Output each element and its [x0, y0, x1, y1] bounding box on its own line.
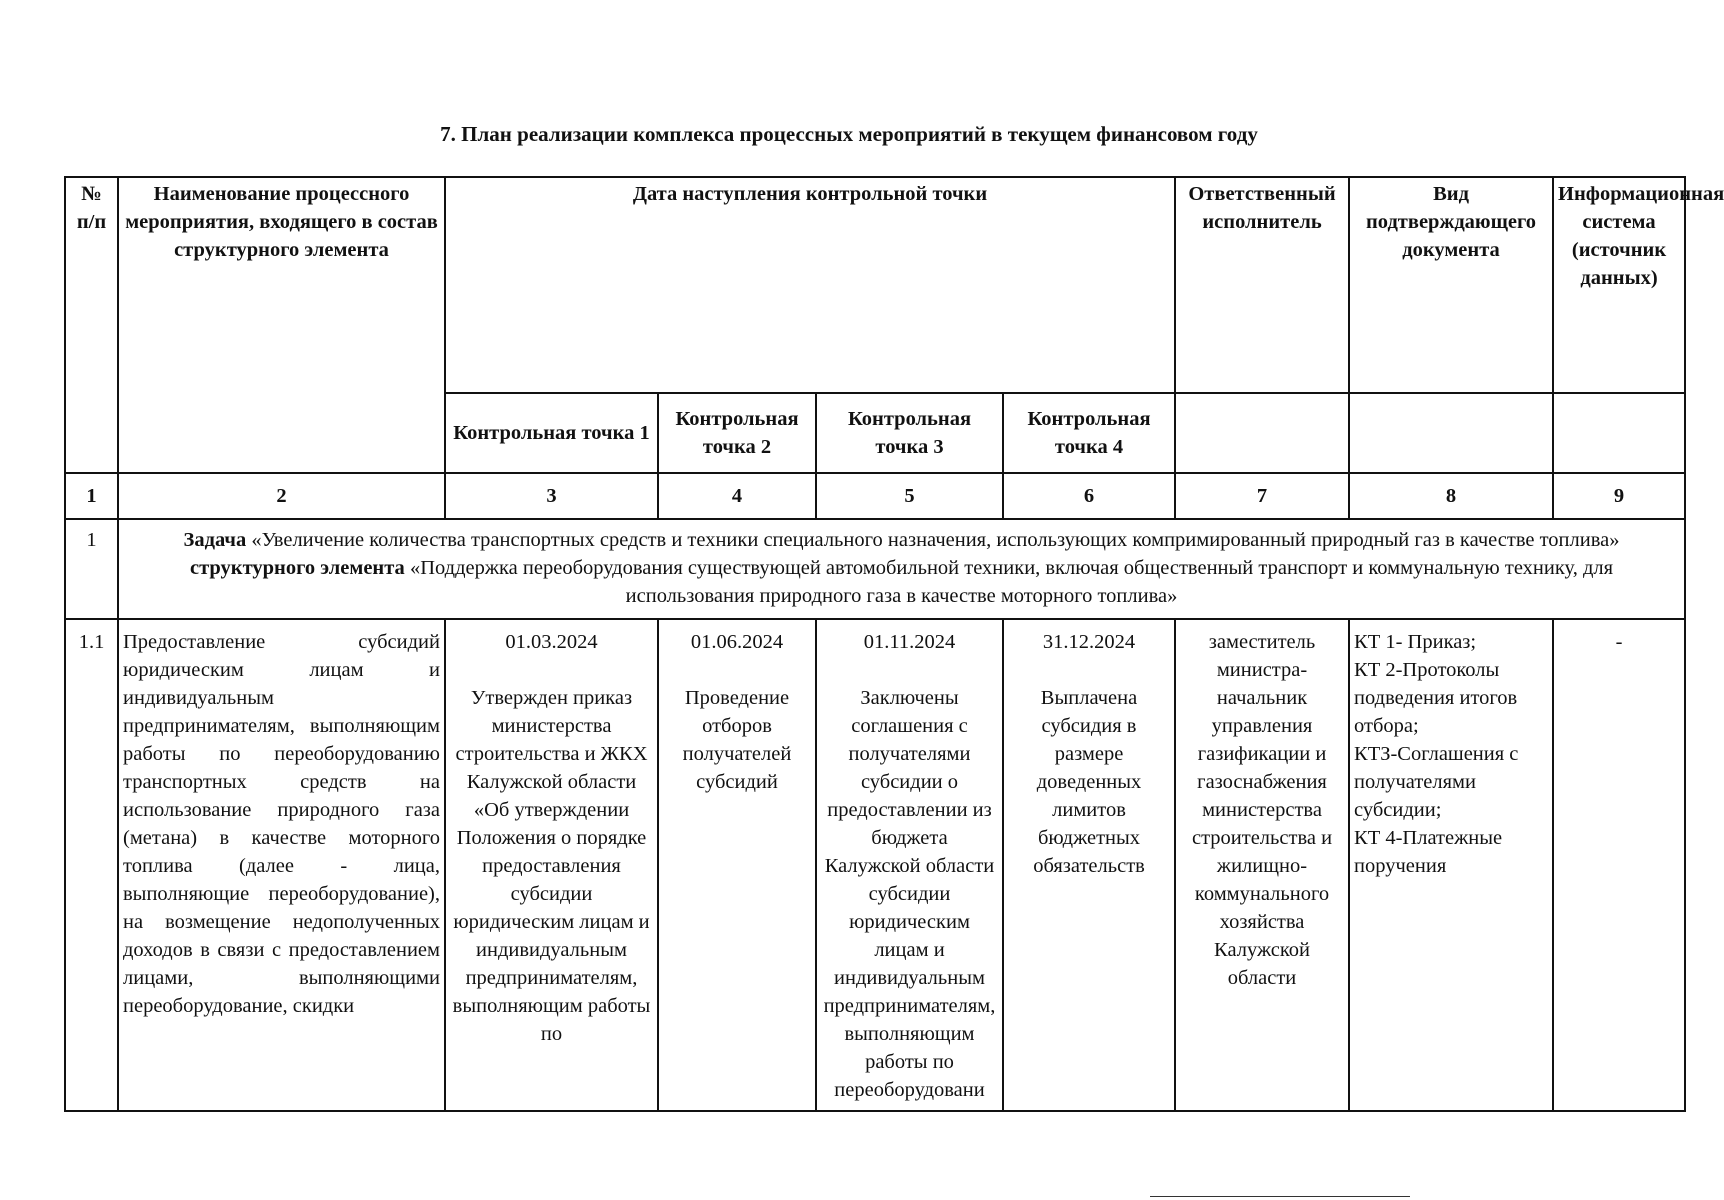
task-number: 1 — [65, 519, 118, 619]
kt3-date: 01.11.2024 — [863, 631, 956, 653]
footer-rule — [1150, 1196, 1410, 1197]
task-label: Задача — [183, 529, 247, 551]
column-number: 3 — [445, 473, 658, 519]
control-point-3 — [816, 619, 1003, 1111]
plan-table — [64, 176, 1724, 1112]
document-item: КТ 2-Протоколы подведения итогов отбора; — [1354, 659, 1518, 737]
empty-cell — [1175, 393, 1349, 473]
column-numbers-row — [65, 473, 1685, 519]
header-kt1: Контрольная точка 1 — [445, 393, 658, 473]
column-number: 4 — [658, 473, 816, 519]
kt3-text: Заключены соглашения с получателями субсидии о предоставлении из бюджета Калужской области субсидии юридическим лицам и индивидуальным предпринимателям, выполняющим работы по переоборудовани — [823, 687, 996, 1101]
header-name: Наименование процессного мероприятия, входящего в состав структурного элемента — [118, 177, 445, 473]
header-num: № п/п — [65, 177, 118, 473]
header-kt3: Контрольная точка 3 — [816, 393, 1003, 473]
activity-row — [65, 619, 1685, 1111]
header-kt4: Контрольная точка 4 — [1003, 393, 1175, 473]
activity-number: 1.1 — [65, 619, 118, 1111]
header-executor: Ответственный исполнитель — [1175, 177, 1349, 393]
document-item: КТ 1- Приказ; — [1354, 631, 1477, 653]
element-label: структурного элемента — [189, 557, 405, 579]
element-text: «Поддержка переоборудования существующей автомобильной техники, включая общественный транспорт и коммунальную технику, для использования природного газа в качестве моторного топлива» — [404, 557, 1614, 607]
kt4-text: Выплачена субсидия в размере доведенных лимитов бюджетных обязательств — [1033, 687, 1145, 877]
task-text: «Увеличение количества транспортных средств и техники специального назначения, использующих компримированный природный газ в качестве топлива» — [246, 529, 1620, 551]
column-number: 5 — [816, 473, 1003, 519]
responsible-executor: заместитель министра-начальник управления газификации и газоснабжения министерства строительства и жилищно-коммунального хозяйства Калужской области — [1175, 619, 1349, 1111]
information-system: - — [1553, 619, 1685, 1111]
column-number: 2 — [118, 473, 445, 519]
task-description — [118, 519, 1685, 619]
header-row — [65, 177, 1685, 393]
kt2-text: Проведение отборов получателей субсидий — [682, 687, 792, 793]
header-info-system: Информационная система (источник данных) — [1553, 177, 1685, 393]
header-kt2: Контрольная точка 2 — [658, 393, 816, 473]
column-number: 7 — [1175, 473, 1349, 519]
column-number: 8 — [1349, 473, 1553, 519]
kt1-text: Утвержден приказ министерства строительства и ЖКХ Калужской области «Об утверждении Положения о порядке предоставления субсидии юридическим лицам и индивидуальным предпринимателям, выполняющим работы по — [452, 687, 651, 1045]
column-number: 1 — [65, 473, 118, 519]
document-item: КТЗ-Соглашения с получателями субсидии; — [1354, 743, 1519, 821]
kt2-date: 01.06.2024 — [690, 631, 784, 653]
column-number: 6 — [1003, 473, 1175, 519]
header-dates: Дата наступления контрольной точки — [445, 177, 1175, 393]
activity-name: Предоставление субсидий юридическим лицам и индивидуальным предпринимателям, выполняющим работы по переоборудованию транспортных средств на использование природного газа (метана) в качестве моторного топлива (далее - лица, выполняющие переоборудование), на возмещение недополученных доходов в связи с предоставлением лицами, выполняющими переоборудование, скидки — [118, 619, 445, 1111]
task-row — [65, 519, 1685, 619]
kt4-date: 31.12.2024 — [1042, 631, 1136, 653]
control-point-2 — [658, 619, 816, 1111]
control-point-1 — [445, 619, 658, 1111]
kt1-date: 01.03.2024 — [505, 631, 598, 653]
document-item: КТ 4-Платежные поручения — [1354, 827, 1503, 877]
page-title: 7. План реализации комплекса процессных мероприятий в текущем финансовом году — [440, 122, 1258, 146]
empty-cell — [1349, 393, 1553, 473]
header-document: Вид подтверждающего документа — [1349, 177, 1553, 393]
empty-cell — [1553, 393, 1685, 473]
confirming-documents — [1349, 619, 1553, 1111]
column-number: 9 — [1553, 473, 1685, 519]
control-point-4 — [1003, 619, 1175, 1111]
